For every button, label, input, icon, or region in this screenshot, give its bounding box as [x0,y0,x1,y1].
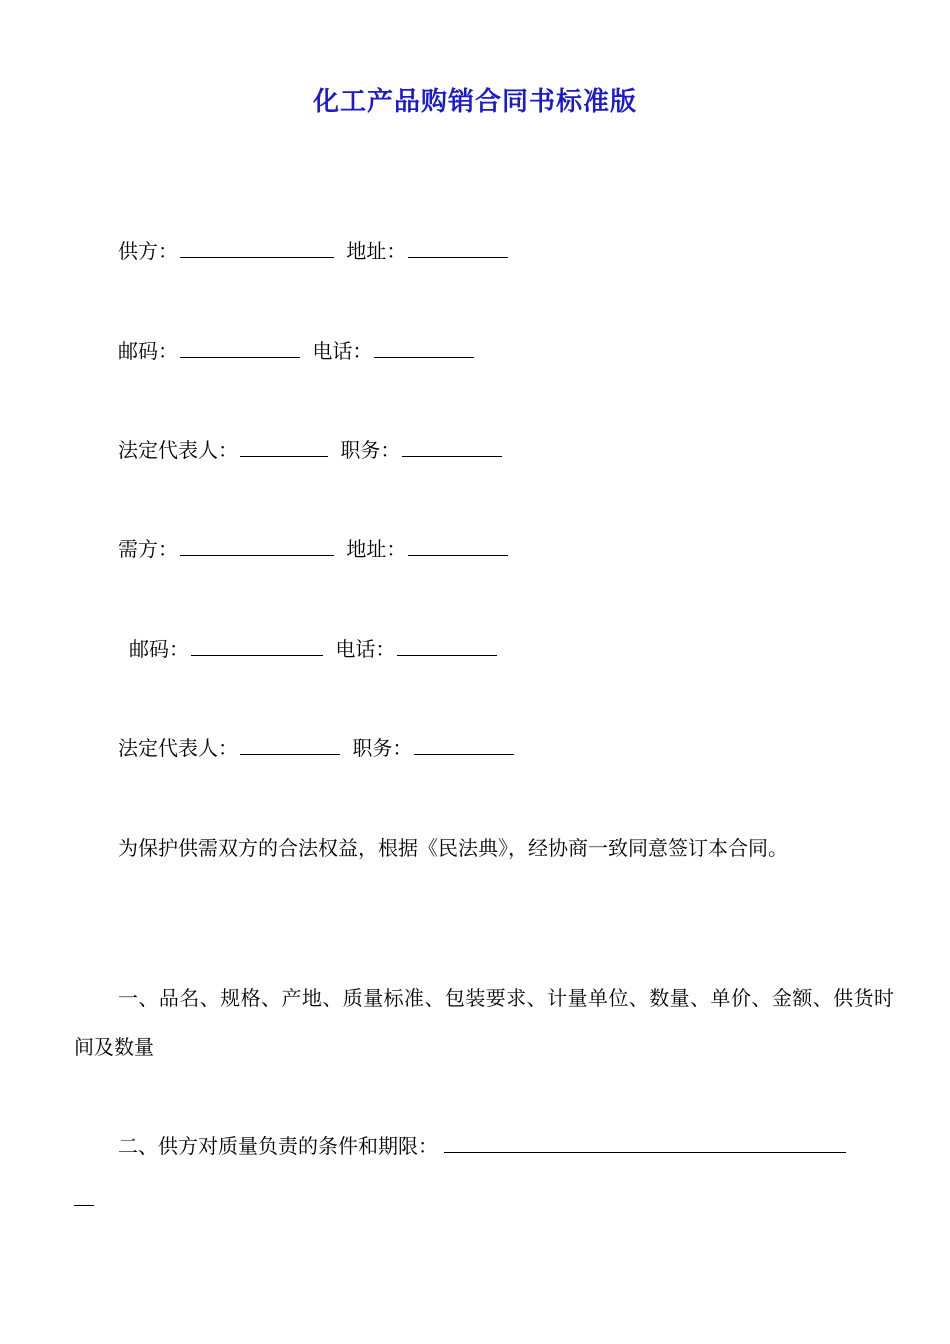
clause-one-text: 一、品名、规格、产地、质量标准、包装要求、计量单位、数量、单价、金额、供货时间及数量 [74,986,894,1059]
supplier-position-field[interactable] [402,436,502,457]
supplier-phone-field[interactable] [374,337,474,358]
supplier-postcode-label: 邮码： [118,339,178,363]
supplier-postcode-field[interactable] [180,337,300,358]
buyer-phone-label: 电话： [335,637,396,661]
supplier-legal-rep-label: 法定代表人： [118,438,238,462]
supplier-legal-rep-field[interactable] [240,436,328,457]
buyer-postcode-label: 邮码： [129,637,189,661]
supplier-contact-line [118,336,480,366]
buyer-party-label: 需方： [118,537,178,561]
buyer-address-label: 地址： [346,537,407,561]
buyer-rep-line [118,733,520,763]
supplier-party-line [118,236,514,266]
supplier-address-field[interactable] [408,237,508,258]
clause-one [74,974,894,1072]
supplier-address-label: 地址： [346,239,407,263]
clause-two-line [118,1131,852,1161]
buyer-position-label: 职务： [352,736,413,760]
document-title: 化工产品购销合同书标准版 [312,87,637,117]
buyer-position-field[interactable] [414,734,514,755]
buyer-legal-rep-label: 法定代表人： [118,736,238,760]
buyer-party-line [118,534,514,564]
buyer-contact-line [129,634,503,664]
preamble: 为保护供需双方的合法权益，根据《民法典》，经协商一致同意签订本合同。 [118,836,788,860]
buyer-name-field[interactable] [180,535,334,556]
clause-two-label: 二、供方对质量负责的条件和期限： [118,1134,438,1158]
supplier-party-label: 供方： [118,239,178,263]
supplier-rep-line [118,435,508,465]
buyer-postcode-field[interactable] [191,635,323,656]
buyer-legal-rep-field[interactable] [240,734,340,755]
buyer-address-field[interactable] [408,535,508,556]
clause-two-field-continuation [74,1205,94,1206]
clause-two-field[interactable] [444,1132,846,1153]
supplier-phone-label: 电话： [312,339,373,363]
buyer-phone-field[interactable] [397,635,497,656]
supplier-name-field[interactable] [180,237,334,258]
supplier-position-label: 职务： [340,438,401,462]
